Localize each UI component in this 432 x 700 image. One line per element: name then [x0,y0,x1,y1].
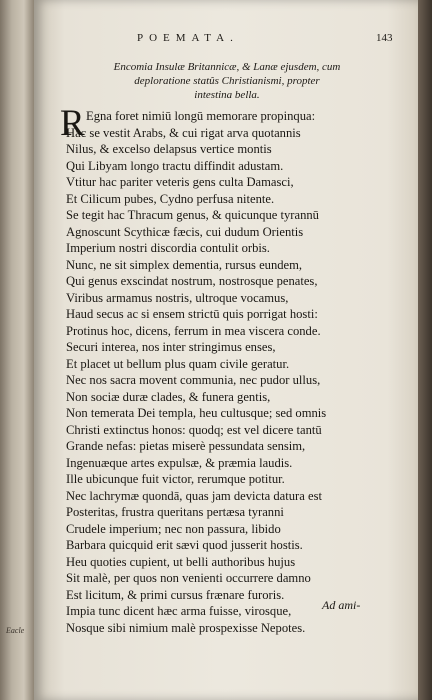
verse-line: Grande nefas: pietas miserè pessundata sensim, [66,439,306,453]
drop-cap: R [60,103,85,144]
verse-line: Nec nos sacra movent communia, nec pudor ullus, [66,373,321,387]
verse-line: Qui Libyam longo tractu diffindit adustam. [66,158,284,173]
page-fore-edge [418,0,432,700]
verse-line: Haud secus ac si ensem strictū quis porrigat hosti: [66,307,318,321]
facing-page-edge [0,0,34,700]
verse-line: Est licitum, & primi cursus frænare furoris. [66,587,285,602]
title-line: Encomia Insulæ Britannicæ, & Lanæ ejusdem, cum [113,61,341,73]
verse-line: Nec lachrymæ quondā, quas jam devicta datura est [66,488,322,503]
verse-line: Non temerata Dei templa, heu cultusque; sed omnis [66,406,327,420]
verse-line: Nilus, & excelso delapsus vertice montis [66,142,272,156]
verse-line: Nosque sibi nimium malè prospexisse Nepotes. [66,620,306,635]
verse-line: Se tegit hac Thracum genus, & quicunque tyrannū [66,208,319,222]
title-line: deploratione statûs Christianismi, propter [134,75,320,87]
verse-line: Ingenuæque artes expulsæ, & præmia laudis. [66,455,293,470]
verse-line: Imperium nostri discordia contulit orbis. [66,241,270,255]
verse-line: Securi interea, nos inter stringimus enses, [66,340,276,354]
verse-line: Ille ubicunque fuit victor, rerumque potitur. [66,472,285,486]
verse-line: Impia tunc dicent hæc arma fuisse, virosque, [66,604,292,618]
verse-line: Sit malè, per quos non venienti occurrere damno [66,571,311,585]
verse-line: Protinus hoc, dicens, ferrum in mea viscera conde. [66,323,321,338]
running-head: POEMATA. [137,32,239,44]
poem-title [62,60,392,102]
page-number: 143 [376,32,393,44]
verse-line: Non sociæ duræ clades, & funera gentis, [66,389,271,404]
verse-line: Posteritas, frustra queritans pertæsa tyranni [66,505,284,519]
verse-line: Agnoscunt Scythicæ fæcis, cui dudum Orientis [66,224,304,239]
verse-line: Viribus armamus nostris, ultroque vocamus, [66,290,289,305]
verse-line: Heu quoties cupient, ut belli authoribus hujus [66,554,296,569]
verse-line: Barbara quicquid erit sævi quod jusserit hostis. [66,538,303,552]
catchword: Ad ami- [322,598,361,612]
verse-line: Et Cilicum pubes, Cydno perfusa nitente. [66,191,275,206]
verse-line: Nunc, ne sit simplex dementia, rursus eundem, [66,257,303,272]
verse-line: Crudele imperium; nec non passura, libido [66,521,281,536]
title-line: intestina bella. [194,89,260,101]
poem-body [60,103,406,636]
margin-note: Eacle [6,626,25,635]
verse-line: Qui genus exscindat nostrum, nostrosque penates, [66,274,318,288]
verse-list [66,108,406,636]
verse-line: Christi extinctus honos: quodq; est vel dicere tantū [66,422,322,437]
verse-line: Hac se vestit Arabs, & cui rigat arva quotannis [66,125,301,140]
verse-line: Et placet ut bellum plus quam civile geratur. [66,356,290,371]
verse-line: Vtitur hac pariter veteris gens culta Damasci, [66,175,294,189]
verse-line: Egna foret nimiū longū memorare propinqua: [86,109,316,123]
